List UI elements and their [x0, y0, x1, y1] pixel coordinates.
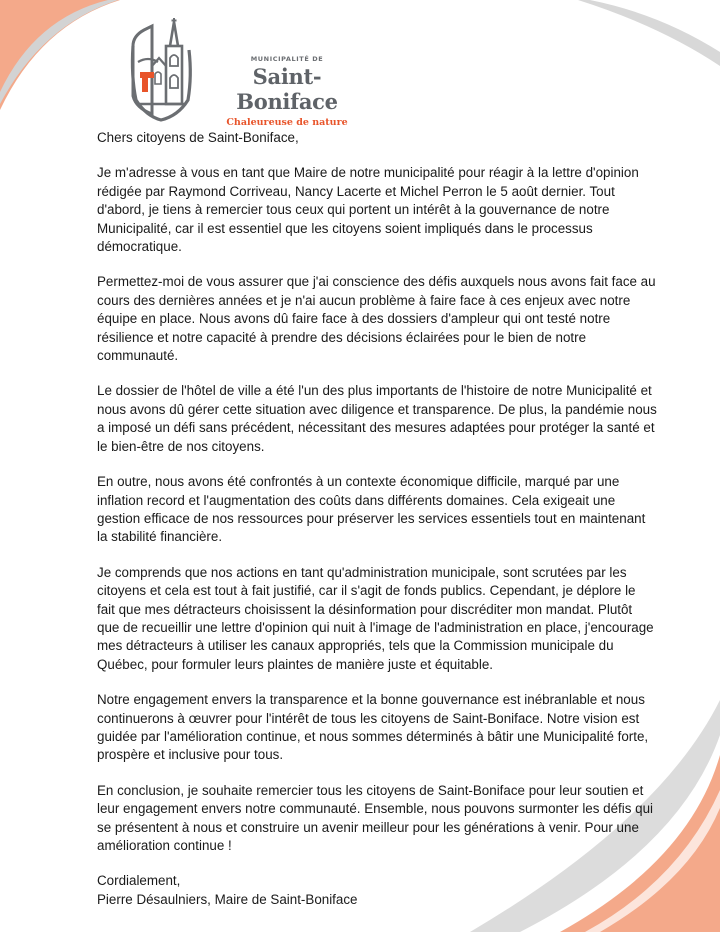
logo-small-text: MUNICIPALITÉ DE [250, 55, 324, 63]
church-logo-icon [128, 16, 194, 124]
letter-paragraph: En conclusion, je souhaite remercier tous les citoyens de Saint-Boniface pour leur soutien et leur engagement envers notre communauté. Ensemble, nous pouvons surmonter les défis qui se présentent à nous et construire un avenir meilleur pour les générations à venir. Pour une amélioration continue ! [97, 782, 654, 853]
logo-tagline: Chaleureuse de nature [226, 117, 348, 128]
letter-paragraph: En outre, nous avons été confrontés à un contexte économique difficile, marqué par une inflation record et l'augmentation des coûts dans différents domaines. Cela exigeait une gestion efficace de nos ressources pour préserver les services essentiels tout en maintenant la stabilité financière. [97, 474, 646, 545]
letter-paragraph: Le dossier de l'hôtel de ville a été l'un des plus importants de l'histoire de notre Municipalité et nous avons dû gérer cette situation avec diligence et transparence. De plus, la pandémie nous a imposé un défi sans précédent, nécessitant des mesures adaptées pour protéger la santé et le bien-être de nos citoyens. [97, 383, 657, 454]
top-right-gray-swoosh [578, 0, 720, 66]
letter-paragraph: Je comprends que nos actions en tant qu'administration municipale, sont scrutées par les citoyens et cela est tout à fait justifié, car il s'agit de fonds publics. Cependant, je déplore le fait que mes détracteurs choisissent la désinformation pour discréditer mon mandat. Plutôt que de recueillir une lettre d'opinion qui nuit à l'image de l'administration en place, j'encourage mes détracteurs à utiliser les canaux appropriés, tels que la Commission municipale du Québec, pour formuler leurs plaintes de manière juste et équitable. [97, 564, 654, 672]
top-left-peach-swoosh [0, 0, 120, 110]
logo-municipality-name: Saint-Boniface [236, 64, 338, 114]
letter-paragraph: Permettez-moi de vous assurer que j'ai conscience des défis auxquels nous avons fait face au cours des dernières années et je n'ai aucun problème à faire face à ces enjeux avec notre équipe en place. Nous avons dû faire face à des dossiers d'ampleur qui ont testé notre résilience et notre capacité à prendre des décisions éclairées pour le bien de notre communauté. [97, 274, 656, 364]
letter-paragraph: Je m'adresse à vous en tant que Maire de notre municipalité pour réagir à la lettre d'opinion rédigée par Raymond Corriveau, Nancy Lacerte et Michel Perron le 5 août dernier. Tout d'abord, je tiens à remercier tous ceux qui portent un intérêt à la gouvernance de notre Municipalité, car il est essentiel que les citoyens soient impliqués dans le processus démocratique. [97, 165, 639, 255]
letter-signature: Pierre Désaulniers, Maire de Saint-Boniface [97, 891, 358, 907]
letterhead [128, 16, 388, 126]
letter-closing: Cordialement, [97, 873, 181, 889]
letter-body [97, 129, 657, 909]
logo-wordmark [202, 55, 372, 128]
letter-paragraph: Notre engagement envers la transparence et la bonne gouvernance est inébranlable et nous continuerons à œuvrer pour l'intérêt de tous les citoyens de Saint-Boniface. Notre vision est guidée par l'amélioration continue, et nous sommes déterminés à bâtir une Municipalité forte, prospère et inclusive pour tous. [97, 692, 649, 763]
letter-salutation: Chers citoyens de Saint-Boniface, [97, 130, 299, 145]
